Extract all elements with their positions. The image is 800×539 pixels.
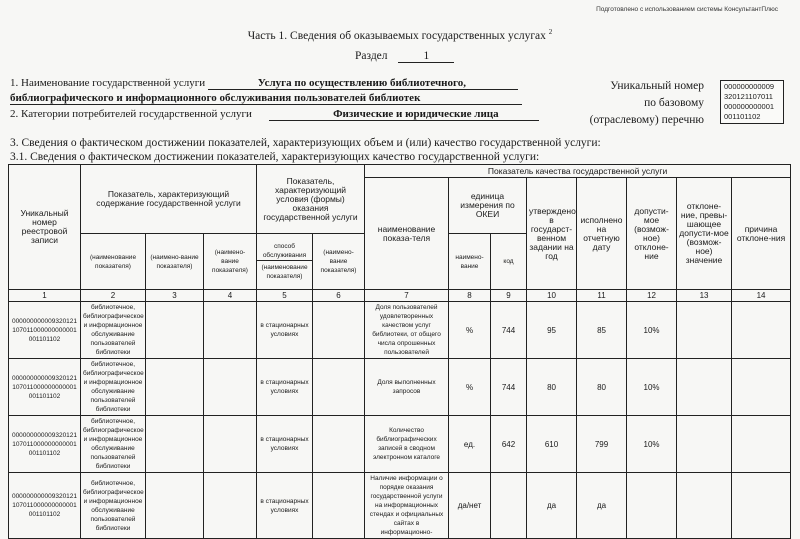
cell-executed: да	[577, 473, 627, 539]
unique-label-line2: по базовому	[644, 97, 704, 109]
cell-approved: 80	[527, 359, 577, 416]
unique-number-label	[586, 78, 704, 129]
column-number: 13	[677, 290, 732, 302]
cell-code: 642	[491, 416, 527, 473]
cell-approved: 95	[527, 302, 577, 359]
column-number: 7	[365, 290, 449, 302]
item1-row	[10, 77, 518, 90]
column-number: 6	[313, 290, 365, 302]
quality-indicators-table	[8, 164, 791, 539]
header-content-name-2: (наимено-вание показателя)	[146, 234, 204, 290]
unique-number-box	[720, 80, 784, 124]
item2-label: 2. Категории потребителей государственной услуги	[10, 108, 252, 120]
cell-empty	[204, 416, 257, 473]
cell-condition: в стационарных условиях	[257, 416, 313, 473]
cell-content: библиотечное, библиографическое и информационное обслуживание пользователей библиотеки	[81, 473, 146, 539]
unique-label-line1: Уникальный номер	[610, 80, 704, 92]
header-service-method: способ обслуживания	[257, 242, 312, 261]
cell-condition: в стационарных условиях	[257, 473, 313, 539]
column-number: 5	[257, 290, 313, 302]
cell-empty	[146, 302, 204, 359]
column-number: 12	[627, 290, 677, 302]
header-unit-okei: единица измерения по ОКЕИ	[449, 178, 527, 234]
cell-indicator-name: Доля выполненных запросов	[365, 359, 449, 416]
header-indicator-name: наименование показа-теля	[365, 178, 449, 290]
column-number: 9	[491, 290, 527, 302]
table-row	[9, 416, 791, 473]
column-number: 8	[449, 290, 491, 302]
cell-excess	[677, 302, 732, 359]
cell-indicator-name: Наличие информации о порядке оказания государственной услуги на информационных стендах и официальных сайтах в информационно-	[365, 473, 449, 539]
column-number: 2	[81, 290, 146, 302]
column-number: 11	[577, 290, 627, 302]
column-number: 14	[732, 290, 791, 302]
cell-record-id: 000000000009320121107011000000000001001101102	[9, 302, 81, 359]
part-title	[0, 28, 800, 42]
header-condition-name-1	[257, 234, 313, 290]
cell-condition: в стационарных условиях	[257, 359, 313, 416]
consultant-note: Подготовлено с использованием системы КонсультантПлюс	[596, 6, 778, 13]
cell-empty	[204, 359, 257, 416]
header-excess-deviation: отклоне-ние, превы-шающее допусти-мое (возмож-ное) значение	[677, 178, 732, 290]
cell-record-id: 000000000009320121107011000000000001001101102	[9, 473, 81, 539]
cell-reason	[732, 302, 791, 359]
cell-empty	[146, 359, 204, 416]
cell-unit: %	[449, 302, 491, 359]
table-row	[9, 302, 791, 359]
cell-allowed	[627, 473, 677, 539]
item1-value-first-line: Услуга по осуществлению библиотечного,	[208, 77, 518, 90]
item1-value-second-line	[10, 92, 522, 105]
cell-unit: да/нет	[449, 473, 491, 539]
cell-content: библиотечное, библиографическое и информационное обслуживание пользователей библиотеки	[81, 416, 146, 473]
item2-row	[10, 108, 539, 121]
unique-code-line: 000000000001	[724, 102, 775, 111]
header-content-name-3: (наимено-вание показателя)	[204, 234, 257, 290]
cell-empty	[146, 473, 204, 539]
cell-record-id: 000000000009320121107011000000000001001101102	[9, 416, 81, 473]
item3-heading: 3. Сведения о фактическом достижении показателей, характеризующих объем и (или) качество государственной услуги:	[10, 137, 601, 149]
cell-excess	[677, 359, 732, 416]
cell-allowed: 10%	[627, 359, 677, 416]
header-conditions-indicator: Показатель, характеризующий условия (формы) оказания государственной услуги	[257, 165, 365, 234]
section-heading	[355, 50, 454, 63]
column-number: 1	[9, 290, 81, 302]
cell-content: библиотечное, библиографическое и информационное обслуживание пользователей библиотеки	[81, 302, 146, 359]
column-number: 10	[527, 290, 577, 302]
item1-value-text: библиографического и информационного обслуживания пользователей библиотек	[10, 92, 522, 105]
cell-unit: %	[449, 359, 491, 416]
item1-label: 1. Наименование государственной услуги	[10, 77, 206, 89]
header-condition-name-2: (наимено-вание показателя)	[313, 234, 365, 290]
item2-value: Физические и юридические лица	[269, 108, 539, 121]
cell-allowed: 10%	[627, 302, 677, 359]
header-quality-indicator: Показатель качества государственной услуги	[365, 165, 791, 178]
cell-reason	[732, 416, 791, 473]
cell-executed: 85	[577, 302, 627, 359]
cell-record-id: 000000000009320121107011000000000001001101102	[9, 359, 81, 416]
cell-allowed: 10%	[627, 416, 677, 473]
unique-code-line: 000000000009	[724, 82, 775, 91]
header-content-name-1: (наименование показателя)	[81, 234, 146, 290]
cell-condition: в стационарных условиях	[257, 302, 313, 359]
cell-code: 744	[491, 302, 527, 359]
cell-empty	[146, 416, 204, 473]
header-executed: исполнено на отчетную дату	[577, 178, 627, 290]
header-deviation-reason: причина отклоне-ния	[732, 178, 791, 290]
part-title-text: Часть 1. Сведения об оказываемых государственных услугах	[247, 29, 546, 42]
unique-code-line: 001101102	[724, 112, 761, 121]
column-number: 3	[146, 290, 204, 302]
header-unit-code: код	[491, 234, 527, 290]
cell-executed: 80	[577, 359, 627, 416]
cell-reason	[732, 473, 791, 539]
cell-content: библиотечное, библиографическое и информационное обслуживание пользователей библиотеки	[81, 359, 146, 416]
table-row	[9, 359, 791, 416]
header-unit-name: наимено-вание	[449, 234, 491, 290]
cell-unit: ед.	[449, 416, 491, 473]
table-row	[9, 473, 791, 539]
unique-label-line3: (отраслевому) перечню	[589, 114, 704, 126]
header-approved: утверждено в государст-венном задании на год	[527, 178, 577, 290]
cell-empty	[313, 416, 365, 473]
cell-reason	[732, 359, 791, 416]
header-content-indicator: Показатель, характеризующий содержание государственной услуги	[81, 165, 257, 234]
header-unique-number: Уникальный номер реестровой записи	[9, 165, 81, 290]
cell-approved: 610	[527, 416, 577, 473]
cell-approved: да	[527, 473, 577, 539]
cell-executed: 799	[577, 416, 627, 473]
cell-indicator-name: Доля пользователей удовлетворенных качеством услуг библиотеки, от общего числа опрошенных пользователей	[365, 302, 449, 359]
cell-code: 744	[491, 359, 527, 416]
header-condition-name-1-text: (наименование показателя)	[261, 263, 308, 280]
item31-heading: 3.1. Сведения о фактическом достижении показателей, характеризующих качество государственной услуги:	[10, 151, 540, 163]
cell-empty	[313, 302, 365, 359]
cell-excess	[677, 473, 732, 539]
section-number: 1	[398, 50, 454, 63]
section-label: Раздел	[355, 50, 388, 62]
column-number: 4	[204, 290, 257, 302]
cell-code	[491, 473, 527, 539]
cell-empty	[204, 302, 257, 359]
unique-code-line: 320121107011	[724, 92, 773, 101]
cell-empty	[313, 359, 365, 416]
cell-indicator-name: Количество библиографических записей в сводном электронном каталоге	[365, 416, 449, 473]
part-title-footnote: 2	[548, 28, 553, 36]
cell-excess	[677, 416, 732, 473]
header-allowed-deviation: допусти-мое (возмож-ное) отклоне-ние	[627, 178, 677, 290]
cell-empty	[204, 473, 257, 539]
cell-empty	[313, 473, 365, 539]
